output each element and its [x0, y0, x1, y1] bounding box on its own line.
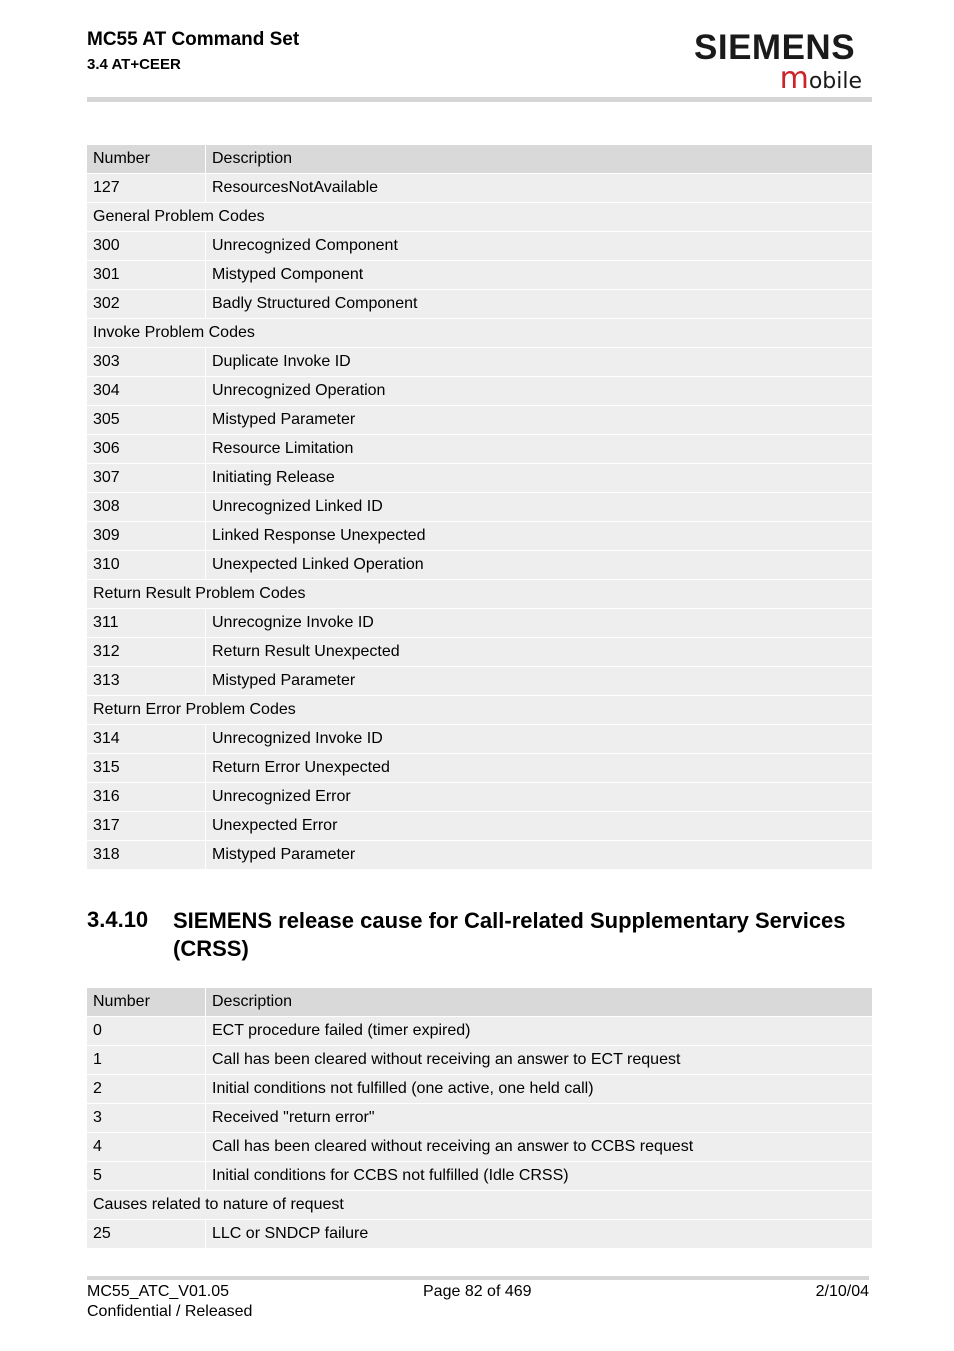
logo-rest: obile	[808, 69, 862, 94]
table-row	[87, 174, 872, 203]
group-heading: General Problem Codes	[87, 203, 872, 232]
code-number: 4	[87, 1133, 206, 1162]
logo-mobile	[779, 61, 862, 96]
code-number: 306	[87, 435, 206, 464]
table-header-row	[87, 988, 872, 1017]
table-row	[87, 667, 872, 696]
group-heading: Return Result Problem Codes	[87, 580, 872, 609]
code-number: 317	[87, 812, 206, 841]
code-number: 301	[87, 261, 206, 290]
table-row	[87, 783, 872, 812]
table-row	[87, 812, 872, 841]
group-heading-row	[87, 319, 872, 348]
code-number: 1	[87, 1046, 206, 1075]
logo-brand: SIEMENS	[694, 28, 856, 67]
table-row	[87, 493, 872, 522]
code-number: 308	[87, 493, 206, 522]
code-description: Return Error Unexpected	[206, 754, 873, 783]
group-heading-row	[87, 1191, 872, 1220]
column-header-description: Description	[206, 145, 873, 174]
section-number: 3.4.10	[87, 907, 149, 932]
section-heading: SIEMENS release cause for Call-related Supplementary Services (CRSS)	[173, 908, 846, 961]
group-heading-row	[87, 580, 872, 609]
code-description: Unrecognize Invoke ID	[206, 609, 873, 638]
code-description: Unrecognized Operation	[206, 377, 873, 406]
code-number: 311	[87, 609, 206, 638]
table-row	[87, 290, 872, 319]
table-row	[87, 522, 872, 551]
table-row	[87, 1075, 872, 1104]
code-description: Received "return error"	[206, 1104, 873, 1133]
table-row	[87, 464, 872, 493]
code-description: Unrecognized Component	[206, 232, 873, 261]
code-number: 309	[87, 522, 206, 551]
column-header-number: Number	[87, 988, 206, 1017]
code-description: Initial conditions not fulfilled (one active, one held call)	[206, 1075, 873, 1104]
code-description: Unexpected Linked Operation	[206, 551, 873, 580]
code-description: Mistyped Parameter	[206, 841, 873, 870]
problem-codes-body	[87, 145, 872, 870]
code-number: 318	[87, 841, 206, 870]
table-row	[87, 1162, 872, 1191]
footer-divider	[87, 1276, 869, 1280]
code-number: 3	[87, 1104, 206, 1133]
code-number: 316	[87, 783, 206, 812]
table-row	[87, 754, 872, 783]
table-row	[87, 841, 872, 870]
footer-status: Confidential / Released	[87, 1303, 253, 1320]
footer-date: 2/10/04	[815, 1283, 869, 1300]
code-description: Unrecognized Error	[206, 783, 873, 812]
group-heading-row	[87, 696, 872, 725]
table-row	[87, 551, 872, 580]
code-description: Call has been cleared without receiving an answer to CCBS request	[206, 1133, 873, 1162]
code-number: 310	[87, 551, 206, 580]
group-heading: Causes related to nature of request	[87, 1191, 872, 1220]
footer-doc-id: MC55_ATC_V01.05	[87, 1283, 229, 1300]
table-row	[87, 1046, 872, 1075]
table-row	[87, 1104, 872, 1133]
code-number: 304	[87, 377, 206, 406]
crss-release-cause-table	[87, 988, 872, 1249]
code-description: ResourcesNotAvailable	[206, 174, 873, 203]
table-row	[87, 1220, 872, 1249]
logo-m: m	[779, 61, 809, 96]
code-number: 305	[87, 406, 206, 435]
table-row	[87, 725, 872, 754]
code-number: 300	[87, 232, 206, 261]
code-description: Mistyped Parameter	[206, 667, 873, 696]
code-number: 303	[87, 348, 206, 377]
code-number: 314	[87, 725, 206, 754]
code-description: Linked Response Unexpected	[206, 522, 873, 551]
table-row	[87, 406, 872, 435]
code-description: Initiating Release	[206, 464, 873, 493]
code-description: Mistyped Parameter	[206, 406, 873, 435]
document-title: MC55 AT Command Set	[87, 29, 300, 50]
code-number: 25	[87, 1220, 206, 1249]
code-number: 2	[87, 1075, 206, 1104]
group-heading-row	[87, 203, 872, 232]
code-description: Unrecognized Linked ID	[206, 493, 873, 522]
footer-page-number: Page 82 of 469	[423, 1283, 532, 1300]
code-description: Initial conditions for CCBS not fulfilled (Idle CRSS)	[206, 1162, 873, 1191]
code-number: 315	[87, 754, 206, 783]
table-row	[87, 261, 872, 290]
section-breadcrumb: 3.4 AT+CEER	[87, 56, 181, 73]
table-row	[87, 435, 872, 464]
code-description: Call has been cleared without receiving an answer to ECT request	[206, 1046, 873, 1075]
table-row	[87, 1133, 872, 1162]
header-divider	[87, 97, 872, 102]
code-description: Mistyped Component	[206, 261, 873, 290]
code-description: Badly Structured Component	[206, 290, 873, 319]
code-number: 313	[87, 667, 206, 696]
code-description: Unrecognized Invoke ID	[206, 725, 873, 754]
table-header-row	[87, 145, 872, 174]
table-row	[87, 609, 872, 638]
table-row	[87, 348, 872, 377]
table-row	[87, 1017, 872, 1046]
table-row	[87, 638, 872, 667]
group-heading: Invoke Problem Codes	[87, 319, 872, 348]
crss-codes-body	[87, 988, 872, 1249]
code-description: LLC or SNDCP failure	[206, 1220, 873, 1249]
column-header-description: Description	[206, 988, 873, 1017]
siemens-mobile-logo	[694, 30, 864, 98]
code-description: Duplicate Invoke ID	[206, 348, 873, 377]
table-row	[87, 377, 872, 406]
table-row	[87, 232, 872, 261]
column-header-number: Number	[87, 145, 206, 174]
code-number: 312	[87, 638, 206, 667]
code-number: 5	[87, 1162, 206, 1191]
code-description: Return Result Unexpected	[206, 638, 873, 667]
problem-codes-table	[87, 145, 872, 870]
code-description: ECT procedure failed (timer expired)	[206, 1017, 873, 1046]
code-number: 302	[87, 290, 206, 319]
code-description: Resource Limitation	[206, 435, 873, 464]
group-heading: Return Error Problem Codes	[87, 696, 872, 725]
code-number: 0	[87, 1017, 206, 1046]
code-number: 307	[87, 464, 206, 493]
code-number: 127	[87, 174, 206, 203]
code-description: Unexpected Error	[206, 812, 873, 841]
